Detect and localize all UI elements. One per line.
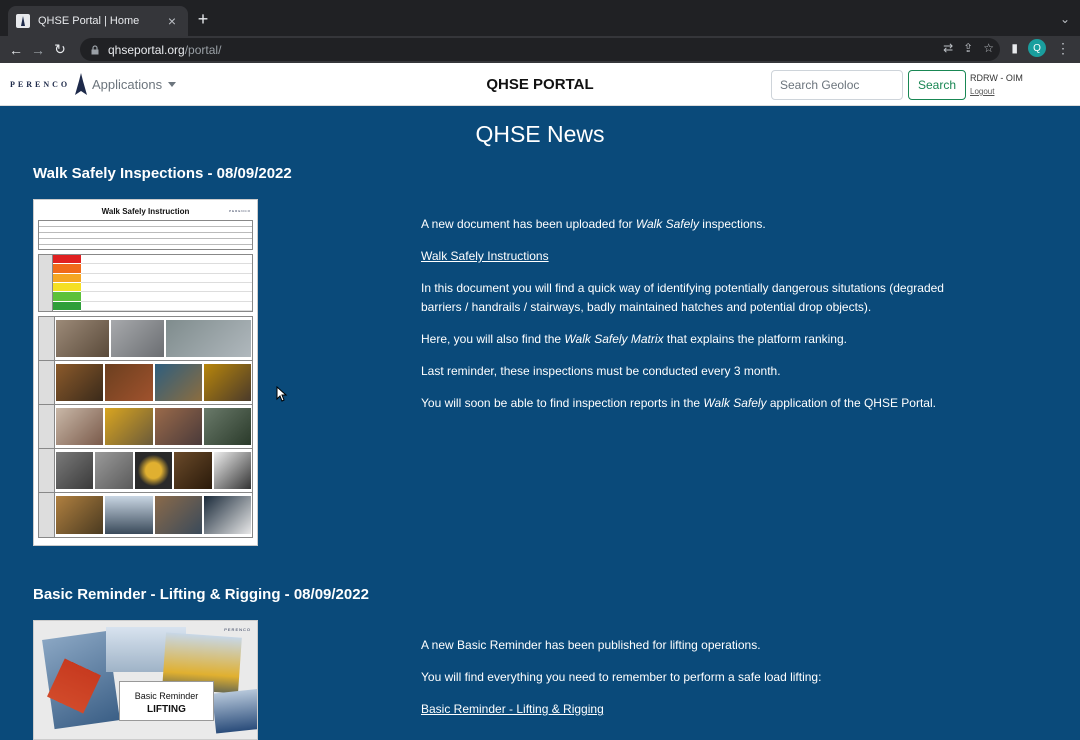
lock-icon xyxy=(90,45,100,55)
thumbnail-definitions xyxy=(38,220,253,250)
thumbnail-label: Basic Reminder LIFTING xyxy=(119,681,214,721)
article-heading: Basic Reminder - Lifting & Rigging - 08/09/2022 xyxy=(33,586,369,603)
tab-search-icon[interactable]: ⌄ xyxy=(1059,12,1070,26)
tab-title: QHSE Portal | Home xyxy=(38,15,140,27)
article-paragraph: Last reminder, these inspections must be conducted every 3 month. xyxy=(421,364,781,378)
back-icon[interactable]: ← xyxy=(9,41,23,58)
close-tab-icon[interactable]: × xyxy=(167,13,177,29)
translate-icon[interactable]: ⇄ xyxy=(943,41,954,55)
side-panel-icon[interactable]: ▮ xyxy=(1011,41,1018,55)
bookmark-star-icon[interactable]: ☆ xyxy=(983,41,994,55)
user-block xyxy=(970,71,1023,99)
user-label: RDRW - OIM xyxy=(970,73,1023,83)
browser-tab[interactable] xyxy=(8,6,188,36)
logo-mark-icon xyxy=(74,73,88,95)
favicon-icon xyxy=(16,14,30,28)
search-input[interactable] xyxy=(771,70,903,100)
new-tab-button[interactable]: + xyxy=(197,9,209,29)
article-heading: Walk Safely Inspections - 08/09/2022 xyxy=(33,165,292,182)
address-bar[interactable] xyxy=(80,38,1000,61)
thumbnail-title: Walk Safely Instruction xyxy=(101,207,190,216)
profile-avatar[interactable]: Q xyxy=(1028,39,1046,57)
portal-title: QHSE PORTAL xyxy=(486,76,594,93)
article-paragraph: In this document you will find a quick way of identifying potentially dangerous situtations (degraded barriers / handrails / stairways, badly maintained hatches and potential drop objects). xyxy=(421,281,944,314)
caret-down-icon xyxy=(168,82,176,87)
walk-safely-thumbnail[interactable] xyxy=(33,199,258,546)
article-paragraph: A new Basic Reminder has been published for lifting operations. xyxy=(421,638,761,652)
article-paragraph: You will find everything you need to remember to perform a safe load lifting: xyxy=(421,670,822,684)
thumbnail-photo-grid xyxy=(38,316,253,538)
logout-link[interactable]: Logout xyxy=(970,87,995,96)
thumbnail-brand: PERENCO xyxy=(229,209,251,213)
url-text: qhseportal.org/portal/ xyxy=(108,42,222,57)
article-body xyxy=(421,215,981,426)
article-paragraph: A new document has been uploaded for Walk Safely inspections. xyxy=(421,217,766,231)
share-icon[interactable]: ⇪ xyxy=(963,41,974,55)
reload-icon[interactable]: ↻ xyxy=(54,41,66,57)
thumbnail-photo xyxy=(212,688,258,733)
lifting-reminder-thumbnail[interactable] xyxy=(33,620,258,740)
applications-label: Applications xyxy=(92,77,163,92)
browser-menu-icon[interactable]: ⋮ xyxy=(1056,39,1070,56)
article-paragraph: Here, you will also find the Walk Safely Matrix that explains the platform ranking. xyxy=(421,332,847,346)
forward-icon[interactable]: → xyxy=(31,41,45,58)
logo-text: PERENCO xyxy=(10,79,71,89)
thumbnail-rating-table xyxy=(38,254,253,312)
article-paragraph: You will soon be able to find inspection reports in the Walk Safely application of the QHSE Portal. xyxy=(421,396,936,410)
app-header xyxy=(0,63,1080,106)
walk-safely-instructions-link[interactable]: Walk Safely Instructions xyxy=(421,249,549,263)
search-button[interactable]: Search xyxy=(908,70,966,100)
applications-dropdown[interactable] xyxy=(92,77,176,92)
browser-toolbar xyxy=(0,36,1080,63)
perenco-logo[interactable] xyxy=(10,73,88,95)
thumbnail-brand: PERENCO xyxy=(224,627,251,632)
article-body xyxy=(421,636,981,732)
lifting-rigging-link[interactable]: Basic Reminder - Lifting & Rigging xyxy=(421,702,604,716)
mouse-cursor-icon xyxy=(276,386,288,402)
browser-tabbar xyxy=(0,0,1080,36)
page-title: QHSE News xyxy=(475,121,605,147)
news-content xyxy=(0,107,1080,720)
